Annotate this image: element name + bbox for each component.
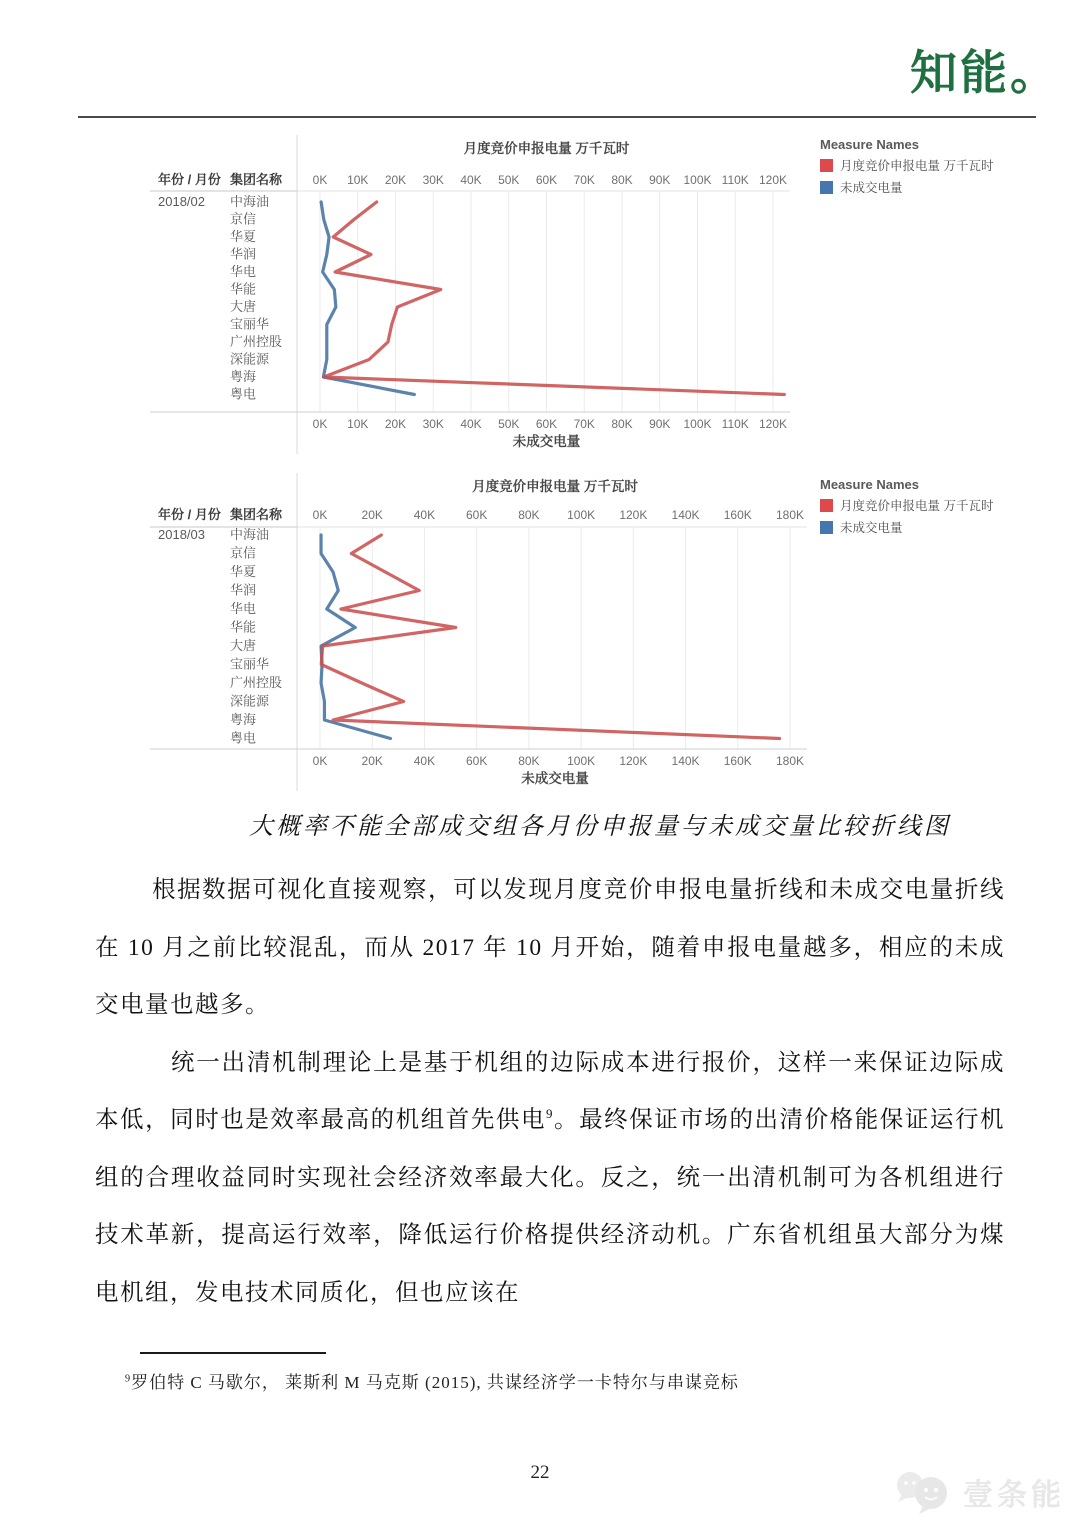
axis-tick-label: 90K xyxy=(649,173,671,187)
axis-tick-label: 40K xyxy=(413,508,436,522)
footnote-text: 罗伯特 C 马歇尔， 莱斯利 M 马克斯 (2015), 共谋经济学一卡特尔与串谋竞标 xyxy=(131,1373,739,1392)
axis-tick-label: 50K xyxy=(498,173,520,187)
line-chart-2018-03 xyxy=(150,473,810,795)
axis-tick-label: 20K xyxy=(384,173,407,187)
legend-label: 月度竞价申报电量 万千瓦时 xyxy=(840,159,994,173)
line-chart-2018-02 xyxy=(150,135,810,457)
category-label: 华夏 xyxy=(230,564,257,579)
paragraph: 统一出清机制理论上是基于机组的边际成本进行报价，这样一来保证边际成本低，同时也是效率最高的机组首先供电$^9$。最终保证市场的出清价格能保证运行机组的合理收益同时实现社会经济效率最大化。反之，统一出清机制可为各机组进行技术革新，提高运行效率，降低运行价格提供经济动机。广东省机组虽大部分为煤电机组，发电技术同质化，但也应该在 xyxy=(95,1049,1006,1306)
axis-tick-label: 120K xyxy=(758,417,788,431)
series-line xyxy=(324,202,785,395)
legend-item xyxy=(820,496,1060,514)
legend-item xyxy=(820,178,1060,196)
category-label: 宝丽华 xyxy=(230,656,270,672)
category-label: 京信 xyxy=(230,545,257,561)
axis-tick-label: 60K xyxy=(535,173,558,187)
axis-tick-label: 60K xyxy=(535,417,558,431)
axis-tick-label: 80K xyxy=(611,173,633,187)
category-label: 深能源 xyxy=(230,351,270,367)
body-text xyxy=(95,862,1005,1322)
axis-tick-label: 100K xyxy=(683,173,712,187)
series-line xyxy=(321,535,779,739)
footnote-marker: 9 xyxy=(125,1373,132,1385)
legend-swatch xyxy=(820,181,833,194)
axis-tick-label: 140K xyxy=(671,754,700,768)
axis-tick-label: 10K xyxy=(347,417,369,431)
axis-tick-label: 120K xyxy=(619,508,648,522)
axis-tick-label: 90K xyxy=(649,417,671,431)
axis-tick-label: 80K xyxy=(518,508,540,522)
axis-tick-label: 100K xyxy=(683,417,712,431)
watermark xyxy=(893,1468,1065,1516)
watermark-text: 壹条能 xyxy=(963,1478,1065,1513)
legend-label: 未成交电量 xyxy=(840,181,903,195)
axis-tick-label: 180K xyxy=(775,754,805,768)
legend-label: 月度竞价申报电量 万千瓦时 xyxy=(840,499,994,513)
axis-tick-label: 30K xyxy=(422,173,444,187)
axis-tick-label: 70K xyxy=(573,173,595,187)
axis-tick-label: 70K xyxy=(573,417,595,431)
axis-tick-label: 60K xyxy=(465,754,488,768)
footnote xyxy=(125,1368,905,1393)
period-label: 2018/03 xyxy=(158,527,205,542)
period-column-header: 年份 / 月份 xyxy=(158,172,221,187)
chart-legend xyxy=(820,477,1060,536)
category-label: 大唐 xyxy=(230,299,257,314)
legend-item xyxy=(820,156,1060,174)
axis-tick-label: 0K xyxy=(312,508,328,522)
top-axis-title: 月度竞价申报电量 万千瓦时 xyxy=(463,141,630,156)
axis-tick-label: 60K xyxy=(465,508,488,522)
category-label: 京信 xyxy=(230,211,257,227)
axis-tick-label: 160K xyxy=(723,508,752,522)
legend-title: Measure Names xyxy=(820,137,919,152)
category-label: 华能 xyxy=(230,619,257,635)
category-label: 华电 xyxy=(230,601,257,616)
group-column-header: 集团名称 xyxy=(230,507,283,522)
axis-tick-label: 120K xyxy=(619,754,648,768)
chat-bubbles-icon xyxy=(893,1468,955,1516)
axis-tick-label: 120K xyxy=(758,173,788,187)
legend-swatch xyxy=(820,499,833,512)
axis-tick-label: 0K xyxy=(312,173,328,187)
axis-tick-label: 80K xyxy=(611,417,633,431)
category-label: 中海油 xyxy=(230,194,270,209)
category-label: 粤电 xyxy=(230,730,257,746)
axis-tick-label: 100K xyxy=(567,508,596,522)
category-label: 深能源 xyxy=(230,693,270,709)
axis-tick-label: 180K xyxy=(775,508,805,522)
axis-tick-label: 110K xyxy=(721,417,749,431)
chart-legend xyxy=(820,137,1060,196)
axis-tick-label: 20K xyxy=(361,508,383,522)
axis-tick-label: 20K xyxy=(384,417,407,431)
top-axis-title: 月度竞价申报电量 万千瓦时 xyxy=(472,479,638,494)
category-label: 华能 xyxy=(230,281,257,297)
legend-title: Measure Names xyxy=(820,477,919,492)
category-label: 粤电 xyxy=(230,386,257,402)
header-rule xyxy=(78,116,1036,118)
axis-tick-label: 160K xyxy=(723,754,752,768)
page-number: 22 xyxy=(530,1462,550,1483)
axis-tick-label: 0K xyxy=(312,754,328,768)
category-label: 华润 xyxy=(230,582,257,598)
axis-tick-label: 30K xyxy=(422,417,444,431)
axis-tick-label: 40K xyxy=(413,754,436,768)
axis-tick-label: 10K xyxy=(347,173,369,187)
category-label: 宝丽华 xyxy=(230,316,270,332)
category-label: 华电 xyxy=(230,264,257,279)
category-label: 华夏 xyxy=(230,229,257,244)
axis-tick-label: 20K xyxy=(361,754,383,768)
axis-tick-label: 40K xyxy=(460,417,482,431)
period-label: 2018/02 xyxy=(158,194,205,209)
category-label: 粤海 xyxy=(230,712,257,727)
figure-caption: 大概率不能全部成交组各月份申报量与未成交量比较折线图 xyxy=(249,814,951,840)
group-column-header: 集团名称 xyxy=(230,172,283,187)
paragraph: 根据数据可视化直接观察，可以发现月度竞价申报电量折线和未成交电量折线在 10 月之前比较混乱，而从 2017 年 10 月开始，随着申报电量越多，相应的未成交电量也越多。 xyxy=(95,877,1005,1018)
axis-tick-label: 110K xyxy=(721,173,749,187)
axis-tick-label: 140K xyxy=(671,508,700,522)
axis-tick-label: 50K xyxy=(498,417,520,431)
axis-tick-label: 0K xyxy=(312,417,328,431)
legend-item xyxy=(820,518,1060,536)
axis-tick-label: 80K xyxy=(518,754,540,768)
axis-tick-label: 40K xyxy=(460,173,482,187)
category-label: 粤海 xyxy=(230,369,257,384)
legend-swatch xyxy=(820,159,833,172)
category-label: 广州控股 xyxy=(230,675,283,690)
category-label: 华润 xyxy=(230,246,257,262)
category-label: 广州控股 xyxy=(230,334,283,349)
footnote-rule xyxy=(140,1352,326,1354)
brand-logo: 知能。 xyxy=(910,46,1060,101)
category-label: 中海油 xyxy=(230,527,270,542)
category-label: 大唐 xyxy=(230,638,257,653)
series-line xyxy=(321,202,414,395)
legend-label: 未成交电量 xyxy=(840,521,903,535)
bottom-axis-title: 未成交电量 xyxy=(521,771,589,786)
axis-tick-label: 100K xyxy=(567,754,596,768)
legend-swatch xyxy=(820,521,833,534)
bottom-axis-title: 未成交电量 xyxy=(512,434,581,449)
period-column-header: 年份 / 月份 xyxy=(158,507,221,522)
